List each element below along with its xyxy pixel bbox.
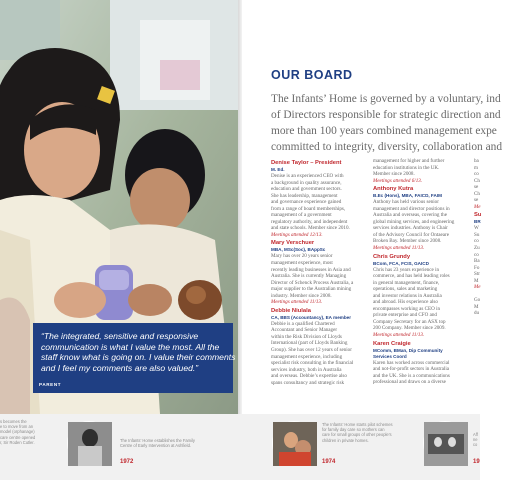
- bio-line: spans consultancy and strategic risk: [271, 379, 344, 386]
- bio-line: Fo: [474, 264, 480, 271]
- bio-line: Accountant and Senior Manager: [271, 327, 338, 334]
- timeline-text-line: model (orphanage): [0, 429, 35, 435]
- page-gutter: [238, 0, 242, 414]
- bio-line: operations, sales and marketing: [373, 286, 438, 293]
- bio-line: industry. Member since 2008.: [271, 292, 332, 299]
- bio-line: services industry, both in Australia: [271, 366, 342, 373]
- timeline-photo-1974: [272, 421, 316, 465]
- timeline-text-line: care for small groups of other people’s: [322, 432, 392, 438]
- bio-line: Str: [474, 271, 480, 278]
- bio-line: se: [474, 184, 479, 191]
- timeline-text-line: for family day care so mothers can: [322, 427, 385, 433]
- bio-line: Member since 2008.: [373, 171, 415, 178]
- intro-line: The Infants’ Home is governed by a voluntary, ind: [271, 93, 501, 105]
- timeline-text-line: s becomes the: [0, 419, 27, 424]
- timeline-photo-next: [423, 421, 467, 465]
- bio-line: education and government sectors.: [271, 186, 342, 193]
- board-member-name: Chris Grundy: [373, 253, 411, 260]
- bio-line: International (part of Lloyds Banking: [271, 340, 348, 347]
- bio-line: from a range of board memberships,: [271, 205, 346, 212]
- bio-line: education institutions in the UK.: [373, 164, 440, 171]
- bio-line: Australia. She is currently Managing: [271, 273, 347, 280]
- timeline-text-line: Aff: [473, 432, 478, 437]
- bio-line: in general management, finance,: [373, 279, 440, 286]
- bio-line: professional and draws on a diverse: [373, 379, 446, 386]
- board-member-qualifications: B.Ec (Hons), MBA, FAICD, FAIM: [373, 193, 442, 199]
- timeline-text-line: Centre of Early Intervention at Ashfield.: [120, 443, 191, 449]
- timeline-year: 1974: [322, 459, 336, 465]
- meetings-attended: Meetings attended 12/13.: [271, 231, 323, 238]
- bio-line: and the UK. She is a communications: [373, 372, 450, 379]
- bio-line: major supplier to the Australian mining: [271, 286, 352, 293]
- board-member-qualifications: MComm, BMan, Dip Community: [373, 347, 443, 353]
- timeline-text-line: e to move from an: [0, 424, 33, 430]
- bio-line: and governance experience gained: [271, 199, 342, 206]
- bio-line: Debbie is a qualified Chartered: [271, 320, 335, 327]
- board-member-qualifications: CA, BBS (Accountancy), EA member: [271, 314, 351, 320]
- bio-line: Chris has 23 years experience in: [373, 266, 440, 273]
- meetings-attended: Me: [474, 284, 481, 291]
- timeline-photo-illustration: [68, 422, 112, 466]
- board-member-name: Anthony Kutra: [373, 186, 414, 193]
- bio-line: M: [474, 277, 479, 284]
- bio-line: global mining services, and engineering: [373, 218, 455, 225]
- board-intro: [271, 91, 511, 155]
- bio-line: recently leading businesses in Asia and: [271, 266, 351, 273]
- bio-line: m: [474, 164, 478, 171]
- bio-line: Go: [474, 297, 481, 304]
- bio-line: encompasses working as CEO in: [373, 305, 441, 312]
- timeline-text-line: The Infants’ Home starts pilot schemes: [322, 422, 393, 427]
- bio-line: and not-for-profit sectors in Australia: [373, 366, 450, 373]
- bio-line: Su: [474, 231, 480, 238]
- bio-line: Denise is an experienced CEO with: [271, 173, 344, 179]
- timeline-year: 1972: [120, 459, 134, 465]
- bio-line: W: [474, 225, 479, 232]
- bio-line: Zu: [474, 245, 480, 252]
- section-title: OUR BOARD: [271, 68, 353, 82]
- bio-line: management and director positions in: [373, 205, 450, 212]
- quote-line: “The integrated, sensitive and responsive: [41, 331, 199, 341]
- board-member-name: Denise Taylor – President: [271, 160, 342, 166]
- bio-line: Mary has over 20 years senior: [271, 253, 333, 260]
- bio-line: Karen has worked across commercial: [373, 359, 450, 366]
- bio-line: management for higher and further: [373, 158, 445, 164]
- bio-line: Broken Bay. Member since 2008.: [373, 238, 442, 245]
- bio-line: commerce, and has held leading roles: [373, 273, 450, 280]
- bio-line: Ch: [474, 190, 480, 197]
- timeline-entry-text: [473, 432, 478, 448]
- timeline-photo-illustration: [424, 422, 468, 466]
- timeline-year: 19: [473, 459, 480, 465]
- bio-line: private enterprise and CFO and: [373, 312, 437, 319]
- bio-line: Director of Schenck Process Australia, a: [271, 279, 354, 286]
- bio-line: specialist risk consulting in the financial: [271, 360, 354, 367]
- timeline-entry-text: [322, 422, 393, 443]
- meetings-attended: Meetings attended 11/13.: [373, 245, 425, 252]
- board-column-2: [373, 158, 473, 386]
- quote-attribution-tag: PARENT: [33, 380, 73, 390]
- bio-line: Ch: [474, 177, 480, 184]
- bio-line: se: [474, 197, 479, 204]
- bio-line: and investor relations in Australia: [373, 292, 442, 299]
- quote-line: staff know what is going on. I value their comments: [41, 352, 236, 363]
- bio-line: ba: [474, 158, 479, 164]
- board-member-name: Mary Verschuer: [271, 240, 315, 247]
- intro-line: committed to integrity, diversity, collaboration and: [271, 141, 503, 153]
- timeline-text-line: r, Sir Roden Cutler.: [0, 439, 35, 445]
- bio-line: co: [474, 238, 479, 245]
- board-member-qualifications: BCom, FCA, FCIS, GAICD: [373, 260, 429, 266]
- bio-line: management experience, most: [271, 260, 333, 267]
- bio-line: co: [474, 171, 479, 178]
- intro-line: more than 100 years combined management expe: [271, 125, 497, 137]
- bio-line: regulatory authority, and independent: [271, 218, 348, 225]
- board-member-name: Karen Craigie: [373, 340, 411, 347]
- meetings-attended: Me: [474, 203, 481, 210]
- board-member-qualifications: BR: [474, 219, 481, 225]
- board-member-qualifications: MBA, MSc(Soc), BAppSc: [271, 247, 326, 253]
- timeline-text-line: co: [473, 442, 478, 448]
- bio-line: Australia and overseas, covering the: [373, 212, 447, 219]
- quote-line: and I feel my comments are also valued.”: [41, 362, 199, 373]
- timeline-text-line: The Infants’ Home establishes the Family: [120, 438, 195, 443]
- history-timeline: [0, 414, 480, 480]
- quote-line: communication is what I value the most. All the: [41, 341, 220, 352]
- bio-line: services industries. Anthony is Chair: [373, 225, 448, 232]
- board-column-1: [271, 158, 369, 386]
- meetings-attended: Meetings attended 6/13.: [373, 177, 423, 184]
- board-column-3: [474, 158, 484, 317]
- meetings-attended: Meetings attended 11/13.: [373, 332, 425, 339]
- bio-line: a background in quality assurance,: [271, 179, 342, 186]
- timeline-text-line: care centre opened: [0, 434, 36, 440]
- board-member-qualifications: Services Coord: [373, 353, 407, 359]
- board-member-name: Debbie Niulala: [271, 307, 311, 314]
- timeline-text-line: ne: [473, 437, 478, 443]
- bio-line: Ba: [474, 258, 480, 265]
- bio-line: 200 Company. Member since 2009.: [373, 325, 446, 332]
- board-member-name: Su: [474, 212, 482, 219]
- bio-line: of the Advisory Council for Ontaeare: [373, 231, 449, 238]
- timeline-entry-text: [0, 419, 35, 445]
- board-member-qualifications: M. Ed.: [271, 167, 285, 172]
- bio-line: du: [474, 310, 480, 317]
- timeline-text-line: children in private homes.: [322, 437, 369, 443]
- bio-line: management of a government: [271, 212, 332, 219]
- bio-line: Anthony has held various senior: [373, 199, 439, 206]
- timeline-entry-text: [120, 438, 195, 448]
- bio-line: within the Risk Division of Lloyds: [271, 333, 342, 340]
- meetings-attended: Meetings attended 11/13.: [271, 299, 323, 306]
- bio-line: and state schools. Member since 2010.: [271, 225, 350, 232]
- bio-line: She has leadership, management: [271, 192, 338, 199]
- testimonial-quote: [41, 331, 236, 373]
- timeline-photo-illustration: [273, 422, 317, 466]
- bio-line: and overseas. Debbie’s expertise also: [271, 373, 347, 380]
- bio-line: Company Secretary for an ASX top: [373, 318, 446, 325]
- bio-line: management experience, including: [271, 353, 343, 360]
- intro-line: of Directors responsible for strategic direction and: [271, 109, 501, 121]
- bio-line: Group). She has over 12 years of senior: [271, 347, 352, 354]
- timeline-photo-1972: [67, 421, 111, 465]
- bio-line: and abroad. His experience also: [373, 299, 438, 306]
- bio-line: M: [474, 303, 479, 310]
- bio-line: co: [474, 251, 479, 258]
